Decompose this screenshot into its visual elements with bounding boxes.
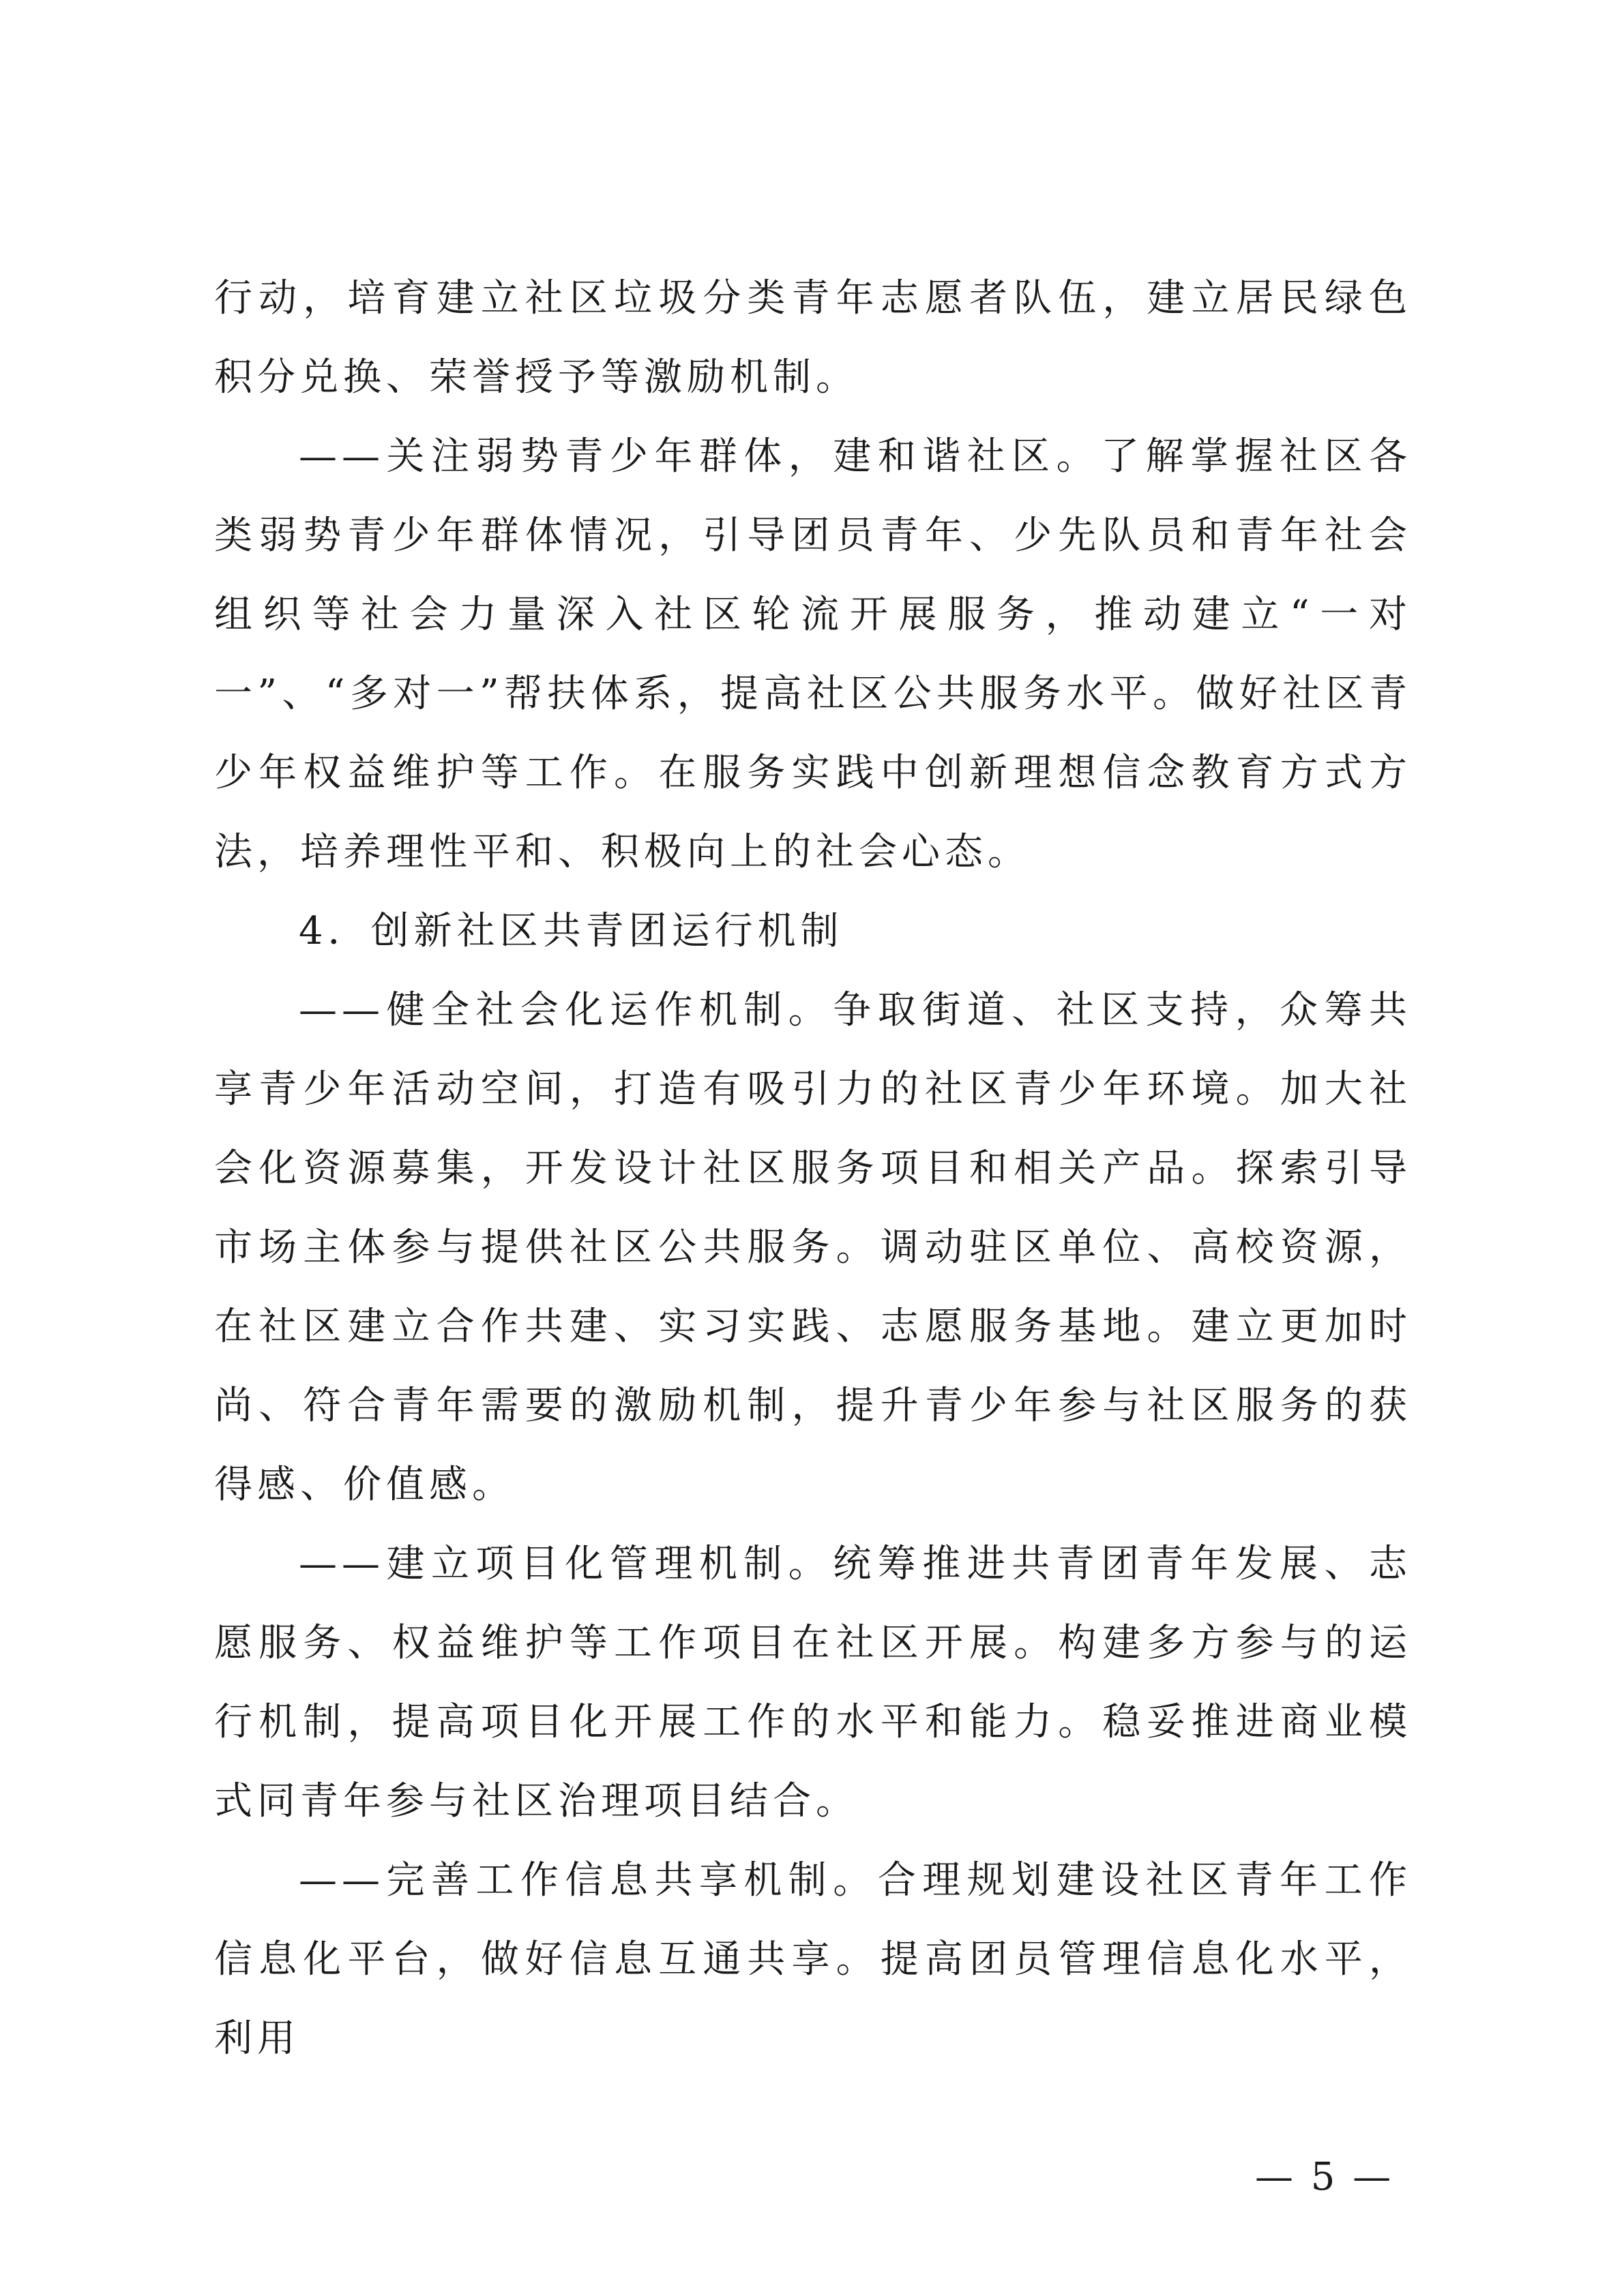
page-number: — 5 — <box>1255 2155 1394 2199</box>
paragraph-info-sharing: ——完善工作信息共享机制。合理规划建设社区青年工作信息化平台，做好信息互通共享。提高团员管理信息化水平，利用 <box>214 1858 1412 2061</box>
body-text <box>214 259 1412 2078</box>
section-heading: 4．创新社区共青团运行机制 <box>299 909 844 953</box>
paragraph-project-management: ——建立项目化管理机制。统筹推进共青团青年发展、志愿服务、权益维护等工作项目在社区开展。构建多方参与的运行机制，提高项目化开展工作的水平和能力。稳妥推进商业模式同青年参与社区治理项目结合。 <box>214 1542 1412 1823</box>
paragraph-socialized-mechanism: ——健全社会化运作机制。争取街道、社区支持，众筹共享青少年活动空间，打造有吸引力的社区青少年环境。加大社会化资源募集，开发设计社区服务项目和相关产品。探索引导市场主体参与提供社区公共服务。调动驻区单位、高校资源，在社区建立合作共建、实习实践、志愿服务基地。建立更加时尚、符合青年需要的激励机制，提升青少年参与社区服务的获得感、价值感。 <box>214 988 1412 1507</box>
paragraph-continued: 行动，培育建立社区垃圾分类青年志愿者队伍，建立居民绿色积分兑换、荣誉授予等激励机制。 <box>214 276 1412 400</box>
paragraph-vulnerable-youth: ——关注弱势青少年群体，建和谐社区。了解掌握社区各类弱势青少年群体情况，引导团员青年、少先队员和青年社会组织等社会力量深入社区轮流开展服务，推动建立“一对一”、“多对一”帮扶体系，提高社区公共服务水平。做好社区青少年权益维护等工作。在服务实践中创新理想信念教育方式方法，培养理性平和、积极向上的社会心态。 <box>214 434 1412 874</box>
